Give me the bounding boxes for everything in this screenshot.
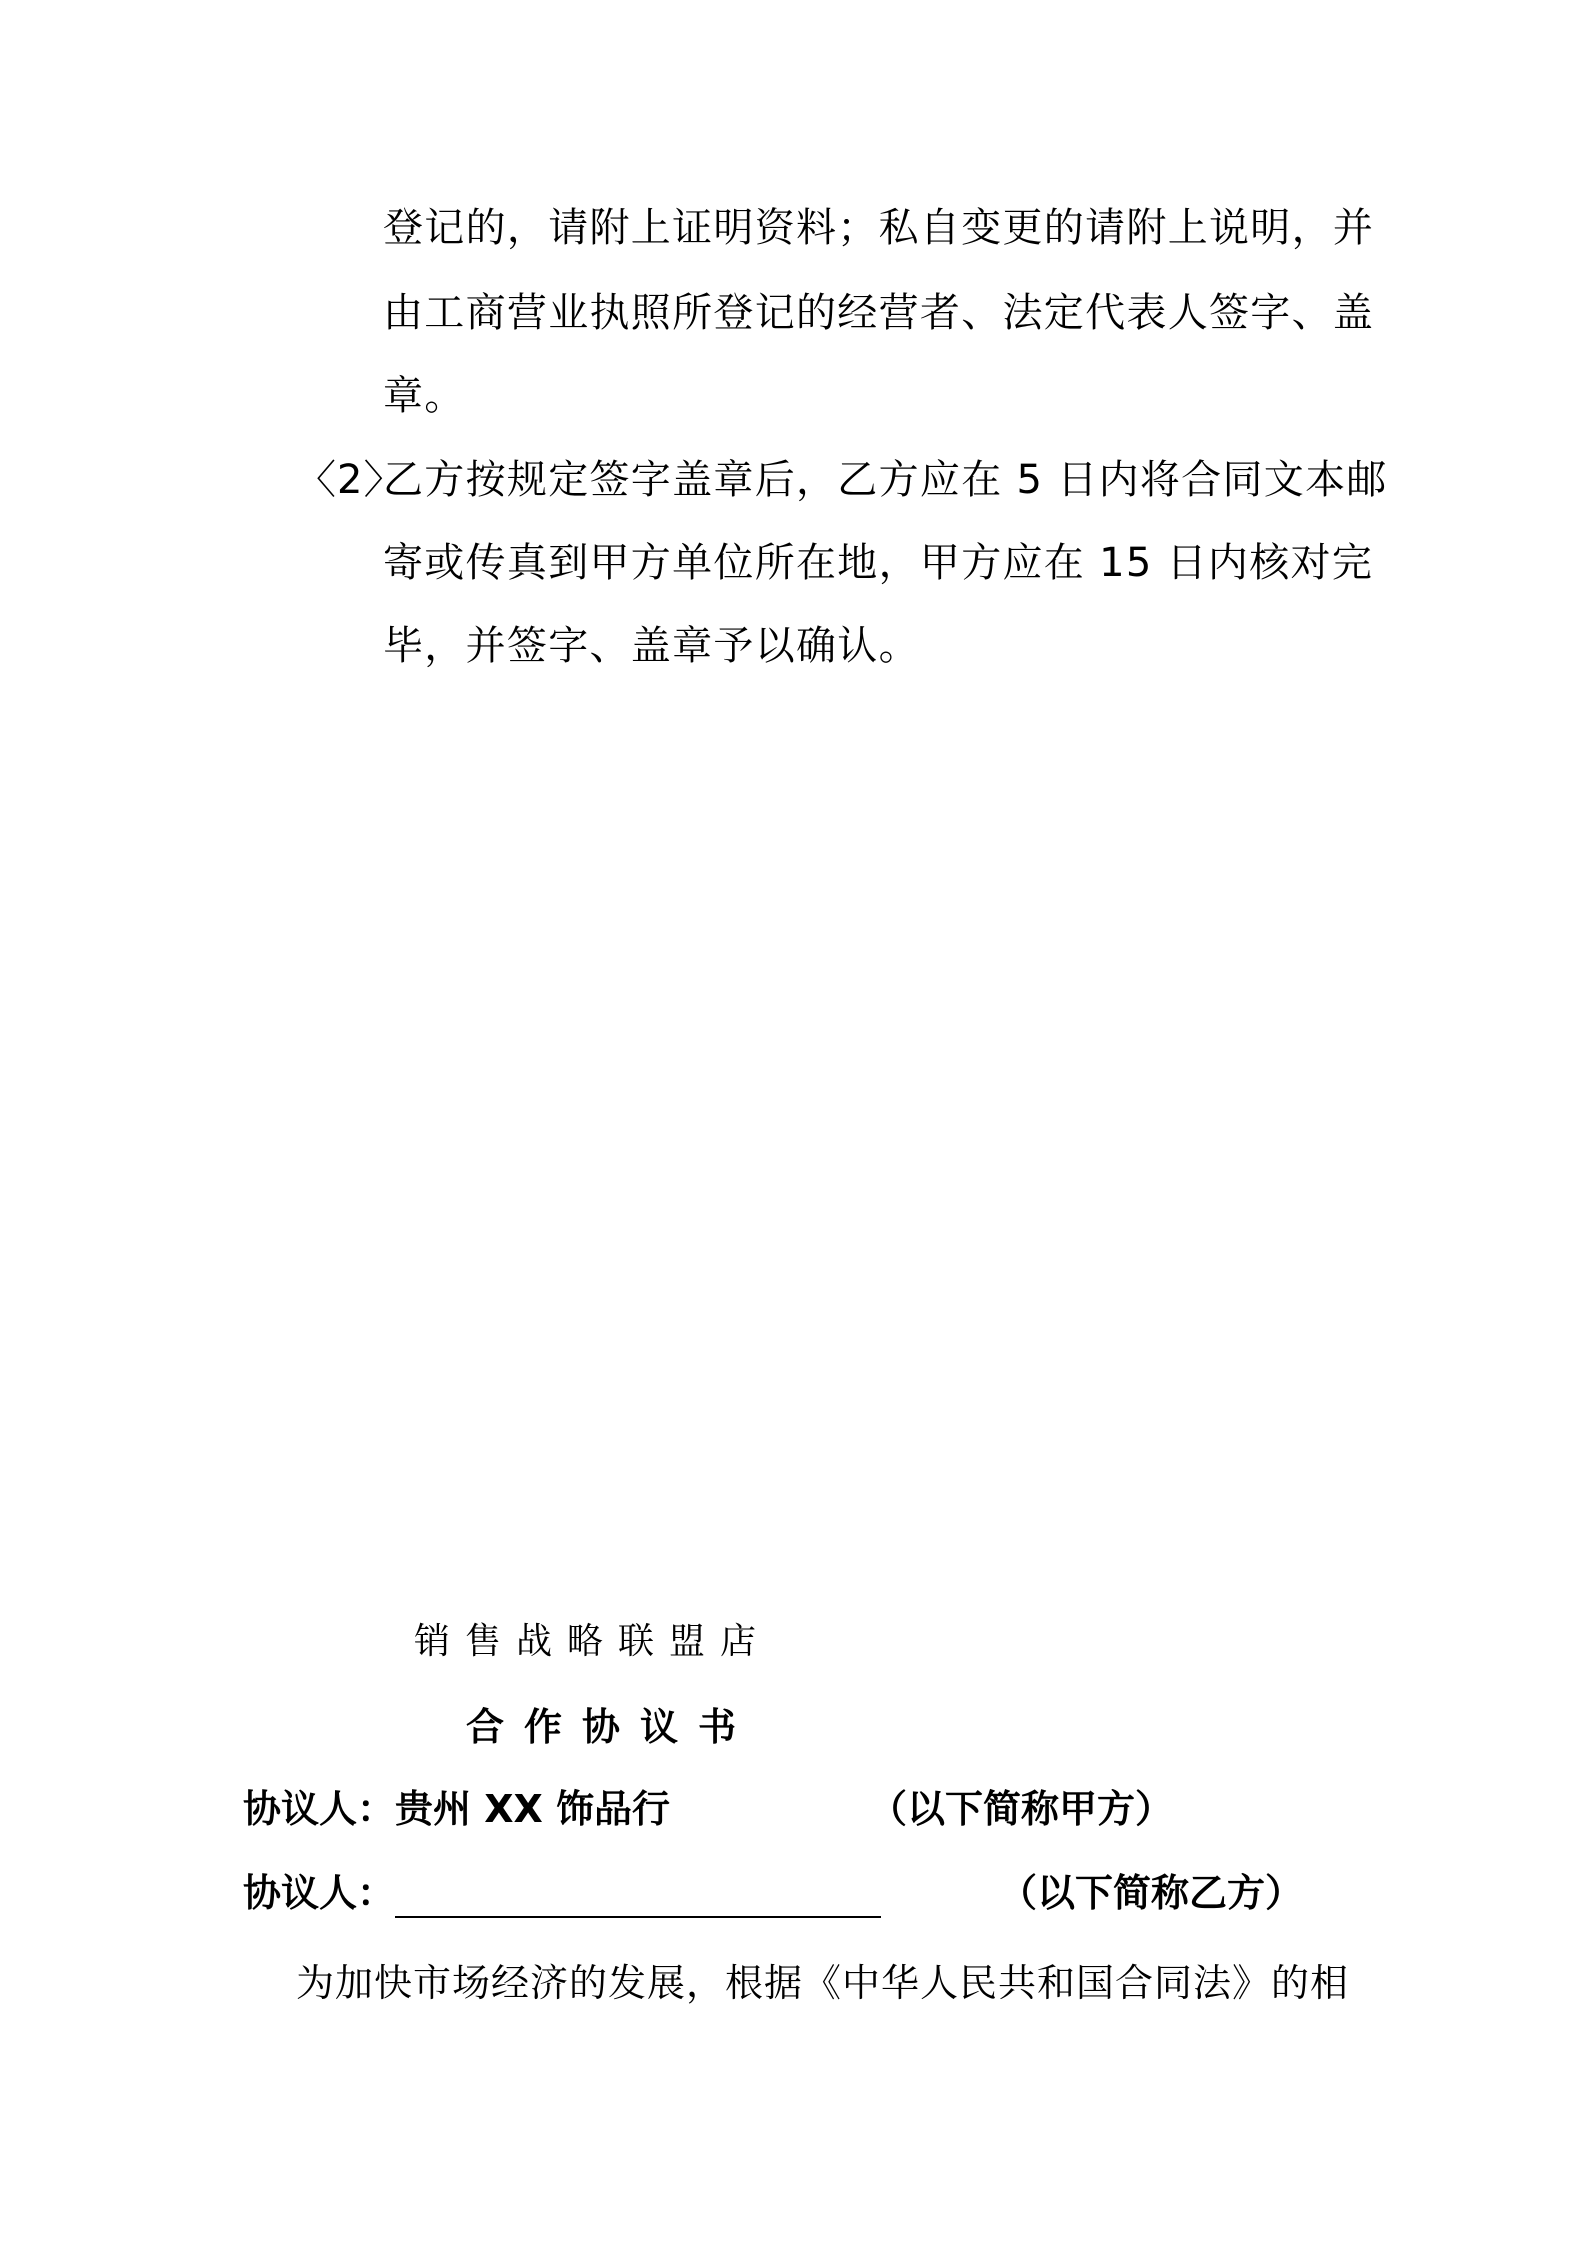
clause-item2-number: 〈2〉 [296,457,405,503]
clause-item2-line-3: 毕，并签字、盖章予以确认。 [383,623,920,669]
party-a-note: （以下简称甲方） [869,1787,1174,1831]
clause-para1-line-2: 由工商营业执照所登记的经营者、法定代表人签字、盖 [383,290,1375,336]
clause-para1-line-3: 章。 [383,373,466,419]
party-b-blank-line [395,1916,881,1918]
clause-item2-line-2: 寄或传真到甲方单位所在地，甲方应在 15 日内核对完 [383,540,1374,586]
party-a-name: 贵州 XX 饰品行 [395,1787,671,1831]
clause-item2-line-1: 乙方按规定签字盖章后，乙方应在 5 日内将合同文本邮 [383,457,1388,503]
party-b-label: 协议人： [243,1871,396,1915]
party-b-note: （以下简称乙方） [999,1871,1304,1915]
clause-para1-line-1: 登记的，请附上证明资料；私自变更的请附上说明，并 [383,205,1375,251]
party-a-label: 协议人： [243,1787,396,1831]
agreement-title: 合作协议书 [466,1705,757,1749]
agreement-subtitle: 销售战略联盟店 [414,1621,772,1662]
agreement-intro: 为加快市场经济的发展，根据《中华人民共和国合同法》的相 [296,1961,1350,2005]
page-break [0,1480,1586,1482]
